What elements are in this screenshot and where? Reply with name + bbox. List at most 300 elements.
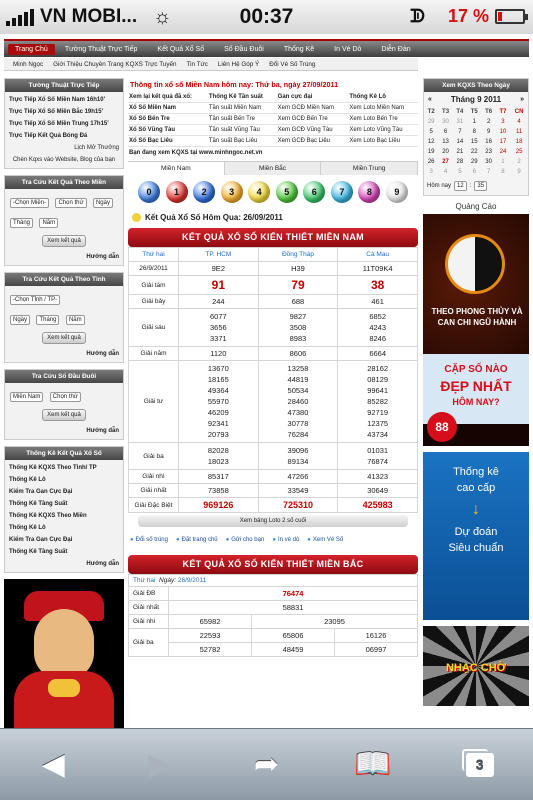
prize-value — [179, 361, 259, 443]
number-ball[interactable]: 6 — [303, 181, 325, 203]
region-search-button[interactable]: Xem kết quả — [42, 235, 86, 247]
south-results-table — [128, 247, 418, 513]
prize-value: 41323 — [338, 470, 418, 484]
browser-toolbar — [0, 728, 533, 800]
today-label: Hôm nay — [427, 183, 452, 189]
prize-value: 38 — [338, 276, 418, 295]
prize-value: 8606 — [258, 347, 338, 361]
tab-south[interactable]: Miền Nam — [128, 162, 225, 175]
prize-label: Giải nhì — [129, 615, 169, 629]
calendar-day[interactable]: 5 — [458, 169, 462, 175]
info-title: Thông tin xổ số Miền Nam hôm nay: Thứ ba, ngày 27/09/2011 — [130, 80, 339, 89]
top-navigation — [4, 39, 529, 57]
south-weekday: Thứ hai — [129, 248, 179, 262]
calendar-day[interactable]: 7 — [458, 129, 462, 135]
prize-value: 1120 — [179, 347, 259, 361]
calendar-day[interactable]: 25 — [515, 149, 523, 155]
prize-value: 79 — [258, 276, 338, 295]
south-date: 26/9/2011 — [129, 262, 179, 276]
lightbulb-icon — [132, 213, 141, 222]
calendar-day[interactable]: 1 — [501, 159, 505, 165]
prize-number: 50534 — [287, 386, 309, 395]
info-note: Bạn đang xem KQXS tại www.minhngoc.net.vn — [129, 150, 263, 156]
book-icon: 📖 — [354, 748, 392, 781]
tab-central[interactable]: Miền Trung — [321, 162, 418, 175]
hour-field[interactable]: 12 — [454, 181, 467, 191]
calendar-day[interactable]: 10 — [499, 129, 507, 135]
result-tools — [128, 527, 418, 549]
prize-number: 08129 — [367, 375, 389, 384]
prize-value: 244 — [179, 295, 259, 309]
prize-value: 6664 — [338, 347, 418, 361]
calendar-day[interactable]: 13 — [442, 139, 449, 145]
battery-percent: 17 % — [447, 6, 489, 26]
prize-number: 18023 — [207, 457, 229, 466]
tool-homepage-link[interactable]: ● Đặt trang chủ — [176, 537, 218, 543]
prize-value: 30649 — [338, 484, 418, 498]
tool-print-link[interactable]: ● In vé dò — [272, 537, 299, 543]
prize-label: Giải bảy — [129, 295, 179, 309]
north-third-prize: 52782 — [169, 643, 252, 657]
live-south-link[interactable]: Trực Tiếp Xổ Số Miền Nam 16h10' — [9, 97, 106, 103]
calendar-day[interactable]: 15 — [470, 139, 478, 145]
number-ball[interactable]: 4 — [248, 181, 270, 203]
prize-label: Giải năm — [129, 347, 179, 361]
stats-region-freq-link[interactable]: Thống Kê Tầng Suất — [9, 549, 68, 555]
info-link[interactable]: Xem GCĐ Bạc Liêu — [277, 136, 349, 147]
calendar-day[interactable]: 18 — [515, 139, 523, 145]
info-link[interactable]: Xem Loto Vũng Tàu — [348, 125, 418, 136]
info-link[interactable]: Xem Loto Bến Tre — [348, 114, 418, 125]
calendar-day[interactable]: 30 — [442, 119, 449, 125]
head-tail-weekday-select[interactable]: Chọn thứ — [50, 392, 81, 402]
ad-text: NHẠC CHỜ — [445, 662, 507, 674]
carrier-name: VN MOBI... — [40, 6, 138, 27]
stats-freq-link[interactable]: Thống Kê Tầng Suất — [9, 501, 68, 507]
calendar-day[interactable]: 21 — [456, 149, 464, 155]
prize-label: Giải Đặc Biệt — [129, 498, 179, 513]
prize-value — [258, 443, 338, 470]
calendar-day[interactable]: 4 — [443, 169, 448, 175]
calendar-day[interactable]: 14 — [456, 139, 464, 145]
prize-number: 43734 — [367, 430, 389, 439]
day-select[interactable]: Ngày — [93, 198, 113, 208]
info-link[interactable]: Xem GCĐ Bến Tre — [277, 114, 349, 125]
sub-navigation — [4, 58, 418, 71]
prize-value — [258, 361, 338, 443]
calendar-weekday: T7 — [499, 109, 507, 115]
prize-value: 688 — [258, 295, 338, 309]
nav-head-tail[interactable]: Sổ Đầu Đuôi — [224, 45, 264, 53]
info-link[interactable]: Tần suất Bạc Liêu — [208, 136, 277, 147]
stats-region-link[interactable]: Thống Kê KQXS Theo Miền — [9, 513, 87, 519]
calendar-weekday: T4 — [456, 109, 464, 115]
prize-number: 9827 — [289, 312, 307, 321]
subnav-intro[interactable]: Giới Thiệu Chuyên Trang KQXS Trực Tuyến — [53, 60, 177, 68]
number-ball[interactable]: 3 — [221, 181, 243, 203]
calendar-day[interactable]: 19 — [427, 149, 435, 155]
stats-province-link[interactable]: Thống Kê KQXS Theo Tỉnh/ TP — [9, 465, 97, 471]
info-link[interactable]: Xổ Số Bạc Liêu — [128, 136, 208, 147]
prize-number: 12375 — [367, 419, 389, 428]
calendar-day[interactable]: 5 — [429, 129, 433, 135]
prize-value: 461 — [338, 295, 418, 309]
info-header: Xem lại kết quả đã xổ: — [128, 92, 208, 103]
prize-value — [258, 309, 338, 347]
north-third-prize: 16126 — [335, 629, 418, 643]
prize-value: 725310 — [258, 498, 338, 513]
forward-arrow-icon: ▶ — [148, 748, 172, 781]
prize-number: 85282 — [367, 397, 389, 406]
battery-icon — [495, 9, 525, 24]
north-weekday: Thứ hai — [133, 577, 156, 584]
prize-number: 20793 — [207, 430, 229, 439]
stats-guide-link[interactable]: Hướng dẫn — [86, 561, 119, 567]
next-month-button[interactable]: » — [520, 96, 524, 103]
subnav-news[interactable]: Tin Tức — [186, 60, 208, 68]
lookup-region-title: Tra Cứu Kết Quả Theo Miền — [5, 176, 123, 189]
prize-label: Giải tư — [129, 361, 179, 443]
number-ball[interactable]: 9 — [386, 181, 408, 203]
calendar-day[interactable]: 22 — [470, 149, 478, 155]
yesterday-title: Kết Quả Xổ Số Hôm Qua: 26/09/2011 — [145, 213, 283, 222]
province-guide-link[interactable]: Hướng dẫn — [86, 351, 119, 357]
live-box — [4, 78, 124, 169]
status-bar — [0, 0, 533, 34]
ad-text: HÔM NAY? — [452, 397, 500, 407]
info-header: Gan cực đại — [277, 92, 349, 103]
calendar-widget: Xem KQXS Theo Ngày « Tháng 9 2011 » T2 T3 T4 T5 T6 T7 CN 29 30 31 1 2 3 4 5 6 7 8 9 10 11 12 13 14 15 16 17 18 19 20 21 22 23 24 25 26 27 28 29 30 1 2 3 4 5 6 7 8 9 Hôm nay 12 : 35 — [423, 78, 529, 196]
north-first-prize: 58831 — [169, 601, 418, 615]
calendar-day[interactable]: 27 — [442, 159, 449, 165]
stats-gan-link[interactable]: Kiểm Tra Gan Cực Đại — [9, 489, 73, 495]
north-banner: KẾT QUẢ XỔ SỐ KIẾN THIẾT MIỀN BẮC — [128, 555, 418, 574]
ticket-code: 11T09K4 — [338, 262, 418, 276]
right-sidebar — [423, 78, 529, 706]
calendar-day[interactable]: 20 — [442, 149, 449, 155]
region-select[interactable]: -Chọn Miền- — [10, 198, 49, 208]
month-select[interactable]: Tháng — [10, 218, 33, 228]
bookmarks-button[interactable] — [348, 740, 398, 790]
number-ball[interactable]: 5 — [276, 181, 298, 203]
calendar-day[interactable]: 1 — [472, 119, 476, 125]
minute-field[interactable]: 35 — [474, 181, 487, 191]
prize-number: 18165 — [207, 375, 229, 384]
prize-number: 30778 — [287, 419, 309, 428]
info-link[interactable]: Xổ Số Miền Nam — [128, 103, 208, 114]
prize-number: 99641 — [367, 386, 389, 395]
embed-link[interactable]: Chèn Kqxs vào Website, Blog của bạn — [12, 157, 116, 163]
number-balls — [128, 175, 418, 207]
calendar-day[interactable]: 12 — [427, 139, 435, 145]
north-third-prize: 65806 — [252, 629, 335, 643]
info-header: Thống Kê Lô — [348, 92, 418, 103]
province-name[interactable]: Cà Mau — [338, 248, 418, 262]
prize-number: 3508 — [289, 323, 307, 332]
info-table — [128, 92, 418, 147]
schedule-link[interactable]: Lịch Mở Thưởng — [74, 145, 119, 151]
calendar-weekday: T5 — [470, 109, 478, 115]
prize-number: 76874 — [367, 457, 389, 466]
ad-text: THEO PHONG THỦY VÀ — [431, 307, 523, 316]
signal-icon — [6, 8, 34, 26]
prize-value — [179, 309, 259, 347]
calendar-grid — [424, 107, 528, 177]
prize-number: 76284 — [287, 430, 309, 439]
back-arrow-icon: ◀ — [41, 748, 65, 781]
province-month-select[interactable]: Tháng — [36, 315, 59, 325]
info-link[interactable]: Tần suất Miền Nam — [208, 103, 277, 114]
prize-number: 01031 — [367, 446, 389, 455]
calendar-day[interactable]: 3 — [429, 169, 433, 175]
god-of-wealth-ad[interactable] — [4, 579, 124, 728]
lookup-region-box — [4, 175, 124, 266]
calendar-day[interactable]: 8 — [472, 129, 476, 135]
yin-yang-icon — [445, 234, 505, 294]
north-date: 26/9/2011 — [177, 577, 207, 584]
province-name[interactable]: Đồng Tháp — [258, 248, 338, 262]
info-link[interactable]: Xem GCĐ Miền Nam — [277, 103, 349, 114]
calendar-day[interactable]: 23 — [485, 149, 492, 155]
calendar-day[interactable]: 16 — [485, 139, 492, 145]
info-panel — [128, 78, 418, 159]
prize-label: Giải ba — [129, 629, 169, 657]
yesterday-heading — [128, 207, 418, 226]
live-central-link[interactable]: Trực Tiếp Xổ Số Miền Trung 17h15' — [9, 121, 109, 127]
calendar-title: Xem KQXS Theo Ngày — [424, 79, 528, 92]
prize-label: Giải tám — [129, 276, 179, 295]
prize-number: 6077 — [209, 312, 227, 321]
ad-text: CẶP SỐ NÀO — [444, 364, 508, 375]
ad-text: Thống kê — [453, 466, 499, 478]
stats-lo-link[interactable]: Thống Kê Lô — [9, 477, 46, 483]
north-third-prize: 48459 — [252, 643, 335, 657]
prize-label: Giải nhất — [129, 601, 169, 615]
info-link[interactable]: Xem Loto Miền Nam — [348, 103, 418, 114]
prize-number: 44819 — [287, 375, 309, 384]
info-link[interactable]: Xem GCĐ Vũng Tàu — [277, 125, 349, 136]
stats-prediction-ad[interactable] — [423, 452, 529, 620]
province-select[interactable]: -Chọn Tỉnh / TP- — [10, 295, 60, 305]
ticket-code: 9E2 — [179, 262, 259, 276]
prize-label: Giải ĐB — [129, 587, 169, 601]
loto-table-button[interactable]: Xem bảng Loto 2 số cuối — [138, 515, 408, 527]
nav-forum[interactable]: Diễn Đàn — [381, 45, 411, 53]
head-tail-region-select[interactable]: Miền Nam — [10, 392, 43, 402]
calendar-weekday: CN — [514, 109, 524, 115]
calendar-weekday: T2 — [427, 109, 435, 115]
north-special-prize: 76474 — [169, 587, 418, 601]
province-day-select[interactable]: Ngày — [10, 315, 30, 325]
ad-text: CAN CHI NGŨ HÀNH — [437, 318, 517, 327]
prize-value — [179, 443, 259, 470]
stats-region-lo-link[interactable]: Thống Kê Lô — [9, 525, 46, 531]
nav-results[interactable]: Kết Quả Xổ Số — [157, 45, 205, 53]
share-button[interactable] — [241, 740, 291, 790]
head-tail-guide-link[interactable]: Hướng dẫn — [86, 428, 119, 434]
ticket-code: H39 — [258, 262, 338, 276]
web-page — [0, 34, 533, 728]
north-second-prize: 65982 — [169, 615, 252, 629]
clock: 00:37 — [239, 5, 294, 28]
prize-value — [338, 443, 418, 470]
prize-number: 6852 — [369, 312, 386, 321]
head-tail-box — [4, 369, 124, 440]
calendar-day[interactable]: 17 — [499, 139, 507, 145]
calendar-day[interactable]: 4 — [517, 119, 521, 125]
head-tail-search-button[interactable]: Xem kết quả — [42, 409, 86, 421]
share-icon: ➦ — [253, 748, 280, 781]
prev-month-button[interactable]: « — [428, 96, 432, 103]
live-north-link[interactable]: Trực Tiếp Xổ Số Miền Bắc 19h15' — [9, 109, 104, 115]
prize-value: 33549 — [258, 484, 338, 498]
number-ball[interactable]: 1 — [166, 181, 188, 203]
prize-number: 8983 — [289, 334, 307, 343]
prize-number: 3656 — [209, 323, 227, 332]
subnav-exchange[interactable]: Đổi Vé Số Trúng — [269, 60, 316, 68]
calendar-month[interactable]: Tháng 9 2011 — [450, 95, 502, 104]
ad-text: Siêu chuẩn — [448, 542, 504, 554]
calendar-day[interactable]: 2 — [517, 159, 521, 165]
prize-number: 46209 — [207, 408, 229, 417]
wifi-icon: ☼ — [153, 5, 172, 28]
prize-value: 969126 — [179, 498, 259, 513]
stats-region-gan-link[interactable]: Kiểm Tra Gan Cực Đại — [9, 537, 73, 543]
prize-label: Giải nhất — [129, 484, 179, 498]
calendar-weekday: T6 — [485, 109, 493, 115]
prize-value: 73858 — [179, 484, 259, 498]
live-box-title: Tường Thuật Trực Tiếp — [5, 79, 123, 92]
weekday-select[interactable]: Chọn thứ — [55, 198, 86, 208]
subnav-contact[interactable]: Liên Hệ Góp Ý — [217, 60, 260, 68]
info-header: Thống Kê Tần suất — [208, 92, 277, 103]
north-third-prize: 06997 — [335, 643, 418, 657]
calendar-day[interactable]: 24 — [499, 149, 507, 155]
prize-label: Giải nhì — [129, 470, 179, 484]
calendar-day[interactable]: 11 — [515, 129, 523, 135]
prize-number: 55970 — [207, 397, 229, 406]
bluetooth-icon: ᗫ — [410, 6, 425, 26]
prize-value — [338, 309, 418, 347]
stats-box — [4, 446, 124, 573]
number-ball[interactable]: 7 — [331, 181, 353, 203]
calendar-day[interactable]: 29 — [470, 159, 478, 165]
prize-number: 3371 — [209, 334, 227, 343]
ringtone-ad[interactable] — [423, 626, 529, 706]
main-content — [128, 78, 418, 657]
stats-title: Thống Kê Kết Quả Xổ Số — [5, 447, 123, 460]
north-second-prize: 23095 — [252, 615, 418, 629]
calendar-day[interactable]: 7 — [486, 169, 491, 175]
info-link[interactable]: Xổ Số Bến Tre — [128, 114, 208, 125]
number-ball[interactable]: 8 — [358, 181, 380, 203]
tabs-count: 3 — [466, 753, 494, 777]
south-results — [128, 228, 418, 527]
number-ball[interactable]: 2 — [193, 181, 215, 203]
year-select[interactable]: Năm — [39, 218, 58, 228]
fengshui-ad[interactable] — [423, 214, 529, 446]
back-button[interactable] — [28, 740, 78, 790]
calendar-day[interactable]: 6 — [443, 129, 448, 135]
subnav-minhngoc[interactable]: Minh Ngọc — [13, 60, 44, 68]
prize-value: 85317 — [179, 470, 259, 484]
prize-label: Giải sáu — [129, 309, 179, 347]
info-link[interactable]: Xem Loto Bạc Liêu — [348, 136, 418, 147]
region-guide-link[interactable]: Hướng dẫn — [86, 254, 119, 260]
prize-value — [338, 361, 418, 443]
info-link[interactable]: Tần suất Vũng Tàu — [208, 125, 277, 136]
prize-number: 39096 — [287, 446, 309, 455]
prize-number: 28162 — [367, 364, 389, 373]
ad-text: Dự đoán — [454, 526, 498, 538]
prize-label: Giải ba — [129, 443, 179, 470]
nav-live[interactable]: Tường Thuật Trực Tiếp — [64, 45, 138, 53]
ads-title: Quảng Cáo — [455, 202, 497, 211]
calendar-weekday: T3 — [442, 109, 450, 115]
calendar-day[interactable]: 30 — [485, 159, 492, 165]
tool-ticket-link[interactable]: ● Xem Vé Số — [307, 537, 343, 543]
calendar-day[interactable]: 8 — [501, 169, 505, 175]
ad-badge: 88 — [427, 412, 457, 442]
head-tail-title: Tra Cứu Sổ Đầu Đuôi — [5, 370, 123, 383]
province-year-select[interactable]: Năm — [66, 315, 85, 325]
nav-statistics[interactable]: Thống Kê — [283, 45, 315, 53]
info-link[interactable]: Xổ Số Vũng Tàu — [128, 125, 208, 136]
tool-share-link[interactable]: ● Gửi cho bạn — [226, 537, 265, 543]
north-third-prize: 22593 — [169, 629, 252, 643]
calendar-day[interactable]: 28 — [456, 159, 464, 165]
calendar-day[interactable]: 26 — [427, 159, 435, 165]
tool-check-link[interactable]: ● Đổi số trúng — [130, 537, 168, 543]
north-results — [128, 555, 418, 657]
calendar-day[interactable]: 9 — [486, 129, 491, 135]
down-arrow-icon: ↓ — [472, 501, 480, 518]
forward-button[interactable] — [135, 740, 185, 790]
prize-number: 4243 — [369, 323, 386, 332]
calendar-day[interactable]: 2 — [486, 119, 491, 125]
prize-number: 92719 — [367, 408, 389, 417]
number-ball[interactable]: 0 — [138, 181, 160, 203]
tabs-button[interactable] — [455, 740, 505, 790]
live-football-link[interactable]: Trực Tiếp Kết Quả Bóng Đá — [9, 133, 88, 139]
nav-print-ticket[interactable]: In Vé Dò — [334, 45, 362, 53]
prize-number: 8246 — [369, 334, 386, 343]
prize-number: 47380 — [287, 408, 309, 417]
north-results-table — [128, 574, 418, 657]
south-banner: KẾT QUẢ XỔ SỐ KIẾN THIẾT MIỀN NAM — [128, 228, 418, 247]
prize-number: 28460 — [287, 397, 309, 406]
calendar-day[interactable]: 9 — [517, 169, 521, 175]
calendar-day[interactable]: 6 — [472, 169, 476, 175]
prize-number: 13258 — [287, 364, 309, 373]
calendar-day[interactable]: 3 — [501, 119, 505, 125]
lookup-province-box — [4, 272, 124, 363]
calendar-day[interactable]: 29 — [427, 119, 435, 125]
info-link[interactable]: Tần suất Bến Tre — [208, 114, 277, 125]
prize-number: 89134 — [287, 457, 309, 466]
tab-north[interactable]: Miền Bắc — [225, 162, 322, 175]
ad-text: ĐẸP NHẤT — [440, 378, 512, 394]
prize-value: 425983 — [338, 498, 418, 513]
region-tabs — [128, 161, 418, 175]
calendar-day[interactable]: 31 — [456, 119, 464, 125]
north-date-label: Ngày: — [159, 577, 177, 584]
province-search-button[interactable]: Xem kết quả — [42, 332, 86, 344]
province-name[interactable]: TP. HCM — [179, 248, 259, 262]
nav-home[interactable]: Trang Chủ — [8, 44, 55, 55]
ad-text: cao cấp — [456, 482, 496, 494]
left-sidebar — [4, 78, 124, 728]
